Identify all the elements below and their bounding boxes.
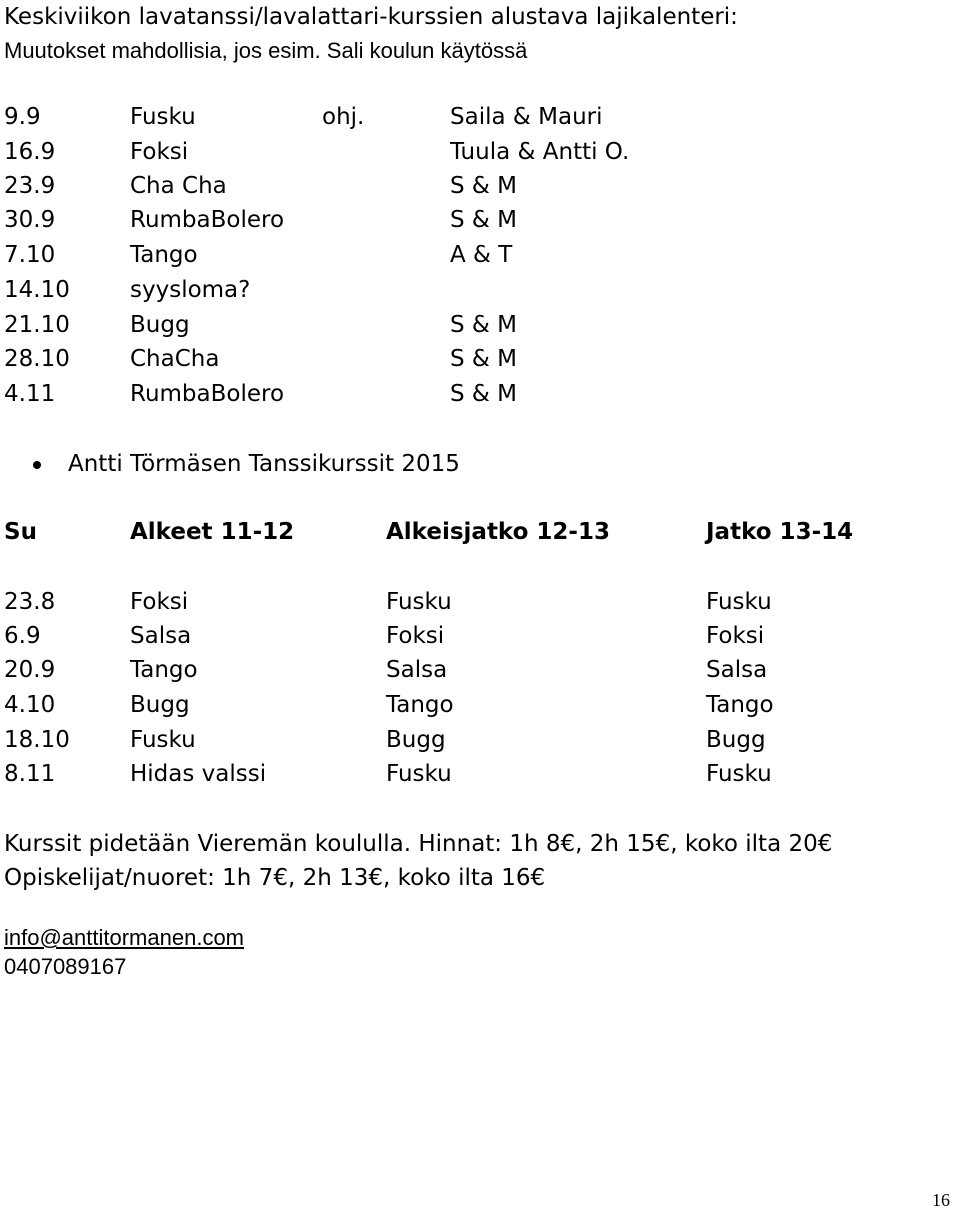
page-title: Keskiviikon lavatanssi/lavalattari-kurssien alustava lajikalenteri:	[4, 4, 738, 30]
section-title: Antti Törmäsen Tanssikurssit 2015	[68, 451, 460, 477]
schedule-teacher: S & M	[450, 381, 518, 407]
schedule-dance: Tango	[130, 242, 198, 268]
prices-line: Kurssit pidetään Vieremän koululla. Hinnat: 1h 8€, 2h 15€, koko ilta 20€	[4, 831, 833, 857]
page-number: 16	[932, 1190, 950, 1210]
schedule-date: 28.10	[4, 346, 70, 372]
table-cell: Salsa	[386, 657, 448, 683]
schedule-teacher: A & T	[450, 242, 513, 268]
schedule-extra: ohj.	[322, 104, 365, 130]
schedule-teacher: S & M	[450, 173, 518, 199]
schedule-date: 21.10	[4, 312, 70, 338]
header-continuation: Alkeisjatko 12-13	[386, 519, 610, 545]
schedule-teacher: S & M	[450, 312, 518, 338]
schedule-date: 9.9	[4, 104, 41, 130]
schedule-date: 16.9	[4, 139, 56, 165]
schedule-teacher: Saila & Mauri	[450, 104, 603, 130]
schedule-date: 7.10	[4, 242, 56, 268]
schedule-teacher: S & M	[450, 207, 518, 233]
table-cell: Tango	[706, 692, 774, 718]
table-cell: Bugg	[706, 727, 766, 753]
table-cell-date: 8.11	[4, 761, 56, 787]
schedule-teacher: Tuula & Antti O.	[450, 139, 630, 165]
header-beginners: Alkeet 11-12	[130, 519, 295, 545]
table-cell: Fusku	[386, 761, 452, 787]
schedule-note: Muutokset mahdollisia, jos esim. Sali koulun käytössä	[4, 38, 528, 63]
header-advanced: Jatko 13-14	[706, 519, 854, 545]
schedule-date: 14.10	[4, 277, 70, 303]
table-cell-date: 23.8	[4, 589, 56, 615]
table-cell: Foksi	[130, 589, 189, 615]
table-cell-date: 6.9	[4, 623, 41, 649]
table-cell: Foksi	[706, 623, 765, 649]
schedule-teacher: S & M	[450, 346, 518, 372]
table-cell: Bugg	[386, 727, 446, 753]
schedule-dance: Fusku	[130, 104, 196, 130]
schedule-dance: Foksi	[130, 139, 189, 165]
table-cell: Fusku	[130, 727, 196, 753]
table-cell: Foksi	[386, 623, 445, 649]
header-day: Su	[4, 519, 37, 545]
student-prices-line: Opiskelijat/nuoret: 1h 7€, 2h 13€, koko ilta 16€	[4, 865, 546, 891]
table-cell-date: 20.9	[4, 657, 56, 683]
schedule-dance: Bugg	[130, 312, 190, 338]
table-cell-date: 4.10	[4, 692, 56, 718]
schedule-dance: ChaCha	[130, 346, 220, 372]
email-link[interactable]: info@anttitormanen.com	[4, 925, 245, 950]
schedule-dance: Cha Cha	[130, 173, 227, 199]
table-cell: Fusku	[386, 589, 452, 615]
schedule-dance: RumbaBolero	[130, 207, 285, 233]
table-cell: Hidas valssi	[130, 761, 267, 787]
bullet-icon	[33, 461, 41, 469]
schedule-dance: RumbaBolero	[130, 381, 285, 407]
table-cell: Fusku	[706, 761, 772, 787]
table-cell: Salsa	[130, 623, 192, 649]
phone-number: 0407089167	[4, 954, 127, 979]
table-cell: Tango	[130, 657, 198, 683]
table-cell: Fusku	[706, 589, 772, 615]
table-cell: Bugg	[130, 692, 190, 718]
table-cell: Salsa	[706, 657, 768, 683]
schedule-date: 23.9	[4, 173, 56, 199]
table-cell: Tango	[386, 692, 454, 718]
schedule-date: 4.11	[4, 381, 56, 407]
schedule-dance: syysloma?	[130, 277, 251, 303]
schedule-date: 30.9	[4, 207, 56, 233]
table-cell-date: 18.10	[4, 727, 70, 753]
